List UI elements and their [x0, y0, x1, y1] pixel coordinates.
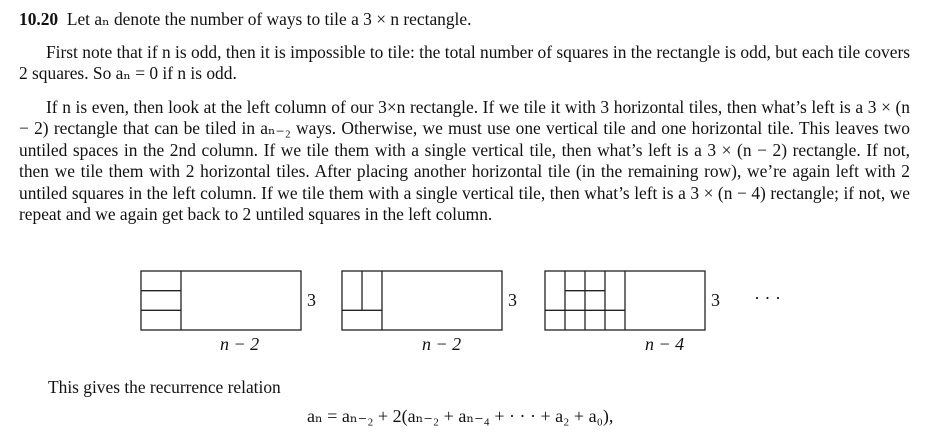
paragraph-odd-case: First note that if n is odd, then it is impossible to tile: the total number of squares in the rectangle is odd, but each tile covers 2 squares. So aₙ = 0 if n is odd. — [19, 42, 910, 84]
problem-number: 10.20 — [19, 9, 59, 29]
height-label-2: 3 — [508, 290, 517, 310]
tiling-figure — [0, 268, 929, 358]
width-label-2: n − 2 — [422, 334, 462, 354]
conclusion-text: This gives the recurrence relation — [48, 377, 281, 397]
height-label-3: 3 — [711, 290, 720, 310]
width-label-3: n − 4 — [645, 334, 685, 354]
tiling-diagram-3 — [545, 271, 705, 330]
width-label-1: n − 2 — [220, 334, 260, 354]
tiling-diagram-1 — [141, 271, 301, 330]
rectangle-outline-2 — [342, 271, 502, 330]
problem-text: Let aₙ denote the number of ways to tile a 3 × n rectangle. — [66, 9, 472, 29]
problem-statement — [19, 9, 910, 30]
ellipsis: · · · — [754, 288, 781, 308]
paragraph-even-case: If n is even, then look at the left column of our 3×n rectangle. If we tile it with 3 horizontal tiles, then what’s left is a 3 × (n − 2) rectangle that can be tiled in aₙ₋₂ ways. Otherwise, we must use one vertical tile and one horizontal tile. This leaves two untiled spaces in the 2nd column. If we tile them with a single vertical tile, then what’s left is a 3 × (n − 2) rectangle. If not, then we tile them with 2 horizontal tiles. After placing another horizontal tile (in the remaining row), we’re again left with 2 untiled squares in the left column. If we tile them with a single vertical tile, then what’s left is a 3 × (n − 4) rectangle; if not, we repeat and we again get back to 2 untiled squares in the left column. — [19, 97, 910, 225]
tiling-diagram-2 — [342, 271, 502, 330]
rectangle-outline-1 — [141, 271, 301, 330]
recurrence-equation: aₙ = aₙ₋₂ + 2(aₙ₋₂ + aₙ₋₄ + · · · + a₂ + a₀), — [307, 406, 614, 426]
height-label-1: 3 — [307, 290, 316, 310]
